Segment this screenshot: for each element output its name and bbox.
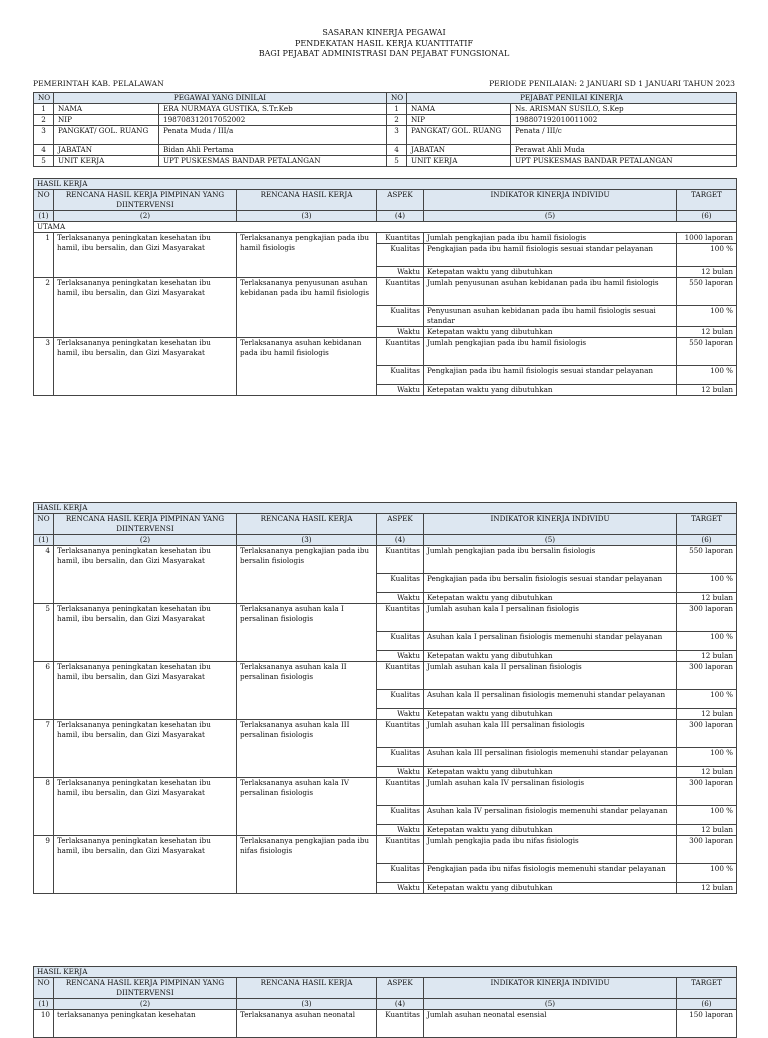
target: 300 laporan — [677, 778, 737, 806]
aspek: Waktu — [377, 267, 424, 278]
rencana-pimpinan: Terlaksananya peningkatan kesehatan ibu hamil, ibu bersalin, dan Gizi Masyarakat — [54, 836, 237, 894]
target: 12 bulan — [677, 767, 737, 778]
rencana-pimpinan: Terlaksananya peningkatan kesehatan ibu hamil, ibu bersalin, dan Gizi Masyarakat — [54, 233, 237, 278]
column-header-row — [34, 978, 737, 999]
column-header: INDIKATOR KINERJA INDIVIDU — [424, 514, 677, 535]
id-row-no: 1 — [34, 104, 54, 115]
column-number: (4) — [377, 211, 424, 222]
indikator: Pengkajian pada ibu bersalin fisiologis sesuai standar pelayanan — [424, 574, 677, 593]
indikator: Jumlah asuhan kala I persalinan fisiologis — [424, 604, 677, 632]
column-number: (2) — [54, 999, 237, 1010]
indikator: Ketepatan waktu yang dibutuhkan — [424, 883, 677, 894]
target: 12 bulan — [677, 385, 737, 396]
hasil-kerja-table-2 — [33, 502, 737, 894]
item-no: 4 — [34, 546, 54, 604]
indikator: Ketepatan waktu yang dibutuhkan — [424, 825, 677, 836]
column-header: TARGET — [677, 514, 737, 535]
column-number-row — [34, 211, 737, 222]
aspek: Kualitas — [377, 690, 424, 709]
column-header: INDIKATOR KINERJA INDIVIDU — [424, 978, 677, 999]
indikator: Ketepatan waktu yang dibutuhkan — [424, 709, 677, 720]
pegawai-value: Penata Muda / III/a — [159, 126, 387, 145]
table-row — [34, 778, 737, 806]
item-no: 8 — [34, 778, 54, 836]
indikator: Ketepatan waktu yang dibutuhkan — [424, 651, 677, 662]
aspek: Kuantitas — [377, 604, 424, 632]
column-header-row — [34, 190, 737, 211]
target: 300 laporan — [677, 662, 737, 690]
rencana-pimpinan: terlaksananya peningkatan kesehatan — [54, 1010, 237, 1038]
aspek: Kuantitas — [377, 836, 424, 864]
target: 12 bulan — [677, 709, 737, 720]
target: 1000 laporan — [677, 233, 737, 244]
aspek: Kualitas — [377, 306, 424, 327]
id-row-label-right: NAMA — [407, 104, 511, 115]
title-line-1: SASARAN KINERJA PEGAWAI — [322, 28, 446, 37]
rencana-pimpinan: Terlaksananya peningkatan kesehatan ibu hamil, ibu bersalin, dan Gizi Masyarakat — [54, 546, 237, 604]
hasil-kerja-label: HASIL KERJA — [34, 503, 737, 514]
aspek: Waktu — [377, 825, 424, 836]
indikator: Jumlah penyusunan asuhan kebidanan pada ibu hamil fisiologis — [424, 278, 677, 306]
table-row — [34, 278, 737, 306]
column-number: (5) — [424, 535, 677, 546]
rencana-hasil-kerja: Terlaksananya pengkajian pada ibu hamil fisiologis — [237, 233, 377, 278]
rencana-hasil-kerja: Terlaksananya asuhan kala III persalinan fisiologis — [237, 720, 377, 778]
indikator: Jumlah asuhan neonatal esensial — [424, 1010, 677, 1038]
hasil-kerja-label-row — [34, 967, 737, 978]
identity-row — [34, 145, 737, 156]
target: 12 bulan — [677, 883, 737, 894]
indikator: Ketepatan waktu yang dibutuhkan — [424, 385, 677, 396]
column-header: ASPEK — [377, 514, 424, 535]
column-number: (1) — [34, 535, 54, 546]
target: 550 laporan — [677, 338, 737, 366]
column-header: RENCANA HASIL KERJA PIMPINAN YANG DIINTERVENSI — [54, 190, 237, 211]
column-header-row — [34, 514, 737, 535]
penilai-value: Penata / III/c — [511, 126, 737, 145]
table-row — [34, 233, 737, 244]
column-header: RENCANA HASIL KERJA — [237, 190, 377, 211]
column-number-row — [34, 999, 737, 1010]
indikator: Ketepatan waktu yang dibutuhkan — [424, 767, 677, 778]
id-row-label-right: PANGKAT/ GOL. RUANG — [407, 126, 511, 145]
penilai-header: PEJABAT PENILAI KINERJA — [407, 93, 737, 104]
item-no: 2 — [34, 278, 54, 338]
target: 12 bulan — [677, 651, 737, 662]
table-row — [34, 546, 737, 574]
column-header: NO — [34, 190, 54, 211]
aspek: Waktu — [377, 385, 424, 396]
identity-body — [34, 104, 737, 167]
indikator: Jumlah asuhan kala III persalinan fisiologis — [424, 720, 677, 748]
column-number: (6) — [677, 535, 737, 546]
target: 150 laporan — [677, 1010, 737, 1038]
penilai-value: Perawat Ahli Muda — [511, 145, 737, 156]
id-row-label: NAMA — [54, 104, 159, 115]
id-row-label-right: JABATAN — [407, 145, 511, 156]
item-no: 3 — [34, 338, 54, 396]
id-row-label: NIP — [54, 115, 159, 126]
indikator: Ketepatan waktu yang dibutuhkan — [424, 593, 677, 604]
indikator: Asuhan kala IV persalinan fisiologis memenuhi standar pelayanan — [424, 806, 677, 825]
indikator: Asuhan kala II persalinan fisiologis memenuhi standar pelayanan — [424, 690, 677, 709]
indikator: Pengkajian pada ibu hamil fisiologis sesuai standar pelayanan — [424, 366, 677, 385]
column-number-row — [34, 535, 737, 546]
id-row-no-right: 4 — [387, 145, 407, 156]
aspek: Kuantitas — [377, 546, 424, 574]
indikator: Ketepatan waktu yang dibutuhkan — [424, 267, 677, 278]
target: 12 bulan — [677, 593, 737, 604]
target: 100 % — [677, 244, 737, 267]
hasil-kerja-table-1 — [33, 178, 737, 396]
hasil-kerja-table-3 — [33, 966, 737, 1038]
id-row-label: PANGKAT/ GOL. RUANG — [54, 126, 159, 145]
target: 300 laporan — [677, 604, 737, 632]
rencana-pimpinan: Terlaksananya peningkatan kesehatan ibu hamil, ibu bersalin, dan Gizi Masyarakat — [54, 720, 237, 778]
column-header: RENCANA HASIL KERJA — [237, 514, 377, 535]
column-number: (6) — [677, 211, 737, 222]
identity-row — [34, 156, 737, 167]
rencana-hasil-kerja: Terlaksananya asuhan kala IV persalinan fisiologis — [237, 778, 377, 836]
column-header: ASPEK — [377, 978, 424, 999]
id-row-no-right: 3 — [387, 126, 407, 145]
target: 550 laporan — [677, 278, 737, 306]
aspek: Kuantitas — [377, 720, 424, 748]
id-row-label-right: NIP — [407, 115, 511, 126]
aspek: Kualitas — [377, 574, 424, 593]
column-header: ASPEK — [377, 190, 424, 211]
aspek: Waktu — [377, 883, 424, 894]
id-row-no-right: 5 — [387, 156, 407, 167]
pegawai-value: UPT PUSKESMAS BANDAR PETALANGAN — [159, 156, 387, 167]
pegawai-value: Bidan Ahli Pertama — [159, 145, 387, 156]
id-no-header-right: NO — [387, 93, 407, 104]
column-number: (3) — [237, 211, 377, 222]
identity-table — [33, 92, 737, 167]
indikator: Jumlah pengkajian pada ibu bersalin fisiologis — [424, 546, 677, 574]
rencana-hasil-kerja: Terlaksananya asuhan kebidanan pada ibu hamil fisiologis — [237, 338, 377, 396]
aspek: Kuantitas — [377, 1010, 424, 1038]
column-header: TARGET — [677, 190, 737, 211]
aspek: Kuantitas — [377, 233, 424, 244]
pegawai-header: PEGAWAI YANG DINILAI — [54, 93, 387, 104]
aspek: Kualitas — [377, 806, 424, 825]
indikator: Jumlah asuhan kala II persalinan fisiologis — [424, 662, 677, 690]
id-row-no: 5 — [34, 156, 54, 167]
item-no: 1 — [34, 233, 54, 278]
target: 100 % — [677, 574, 737, 593]
target: 300 laporan — [677, 720, 737, 748]
rencana-pimpinan: Terlaksananya peningkatan kesehatan ibu hamil, ibu bersalin, dan Gizi Masyarakat — [54, 604, 237, 662]
aspek: Kuantitas — [377, 278, 424, 306]
aspek: Kualitas — [377, 864, 424, 883]
title-line-2: PENDEKATAN HASIL KERJA KUANTITATIF — [294, 38, 474, 48]
column-number: (1) — [34, 211, 54, 222]
column-header: TARGET — [677, 978, 737, 999]
target: 12 bulan — [677, 825, 737, 836]
indikator: Penyusunan asuhan kebidanan pada ibu hamil fisiologis sesuai standar — [424, 306, 677, 327]
column-number: (4) — [377, 999, 424, 1010]
item-no: 5 — [34, 604, 54, 662]
item-no: 6 — [34, 662, 54, 720]
target: 12 bulan — [677, 327, 737, 338]
table-row — [34, 662, 737, 690]
table-row — [34, 604, 737, 632]
indikator: Pengkajian pada ibu nifas fisiologis memenuhi standar pelayanan — [424, 864, 677, 883]
table-row — [34, 836, 737, 864]
indikator: Pengkajian pada ibu hamil fisiologis sesuai standar pelayanan — [424, 244, 677, 267]
id-row-no: 4 — [34, 145, 54, 156]
item-no: 10 — [34, 1010, 54, 1038]
indikator: Asuhan kala I persalinan fisiologis memenuhi standar pelayanan — [424, 632, 677, 651]
target: 100 % — [677, 806, 737, 825]
column-number: (4) — [377, 535, 424, 546]
target: 300 laporan — [677, 836, 737, 864]
rencana-hasil-kerja: Terlaksananya asuhan neonatal — [237, 1010, 377, 1038]
title-line-3: BAGI PEJABAT ADMINISTRASI DAN PEJABAT FUNGSIONAL — [258, 49, 510, 58]
aspek: Kuantitas — [377, 338, 424, 366]
column-header: RENCANA HASIL KERJA PIMPINAN YANG DIINTERVENSI — [54, 978, 237, 999]
item-no: 9 — [34, 836, 54, 894]
table-row — [34, 338, 737, 366]
aspek: Kuantitas — [377, 662, 424, 690]
id-no-header: NO — [34, 93, 54, 104]
id-row-no: 2 — [34, 115, 54, 126]
pegawai-value: ERA NURMAYA GUSTIKA, S.Tr.Keb — [159, 104, 387, 115]
id-row-label-right: UNIT KERJA — [407, 156, 511, 167]
id-row-label: JABATAN — [54, 145, 159, 156]
target: 100 % — [677, 864, 737, 883]
target: 100 % — [677, 306, 737, 327]
aspek: Waktu — [377, 327, 424, 338]
column-number: (5) — [424, 211, 677, 222]
penilai-value: UPT PUSKESMAS BANDAR PETALANGAN — [511, 156, 737, 167]
column-number: (2) — [54, 211, 237, 222]
target: 100 % — [677, 690, 737, 709]
id-row-label: UNIT KERJA — [54, 156, 159, 167]
aspek: Kualitas — [377, 244, 424, 267]
identity-row — [34, 115, 737, 126]
organization-label: PEMERINTAH KAB. PELALAWAN — [33, 79, 164, 88]
target: 100 % — [677, 632, 737, 651]
rencana-hasil-kerja: Terlaksananya asuhan kala II persalinan fisiologis — [237, 662, 377, 720]
hasil-kerja-label: HASIL KERJA — [34, 179, 737, 190]
rencana-hasil-kerja: Terlaksananya pengkajian pada ibu bersalin fisiologis — [237, 546, 377, 604]
hasil-kerja-label: HASIL KERJA — [34, 967, 737, 978]
aspek: Kualitas — [377, 632, 424, 651]
target: 550 laporan — [677, 546, 737, 574]
column-number: (5) — [424, 999, 677, 1010]
table-row — [34, 720, 737, 748]
column-number: (3) — [237, 535, 377, 546]
indikator: Ketepatan waktu yang dibutuhkan — [424, 327, 677, 338]
rencana-pimpinan: Terlaksananya peningkatan kesehatan ibu hamil, ibu bersalin, dan Gizi Masyarakat — [54, 278, 237, 338]
id-row-no-right: 1 — [387, 104, 407, 115]
rencana-pimpinan: Terlaksananya peningkatan kesehatan ibu hamil, ibu bersalin, dan Gizi Masyarakat — [54, 662, 237, 720]
target: 100 % — [677, 366, 737, 385]
column-header: NO — [34, 514, 54, 535]
pegawai-value: 198708312017052002 — [159, 115, 387, 126]
indikator: Asuhan kala III persalinan fisiologis memenuhi standar pelayanan — [424, 748, 677, 767]
hasil-kerja-label-row — [34, 179, 737, 190]
target: 100 % — [677, 748, 737, 767]
penilai-value: Ns. ARISMAN SUSILO, S.Kep — [511, 104, 737, 115]
period-label: PERIODE PENILAIAN: 2 JANUARI SD 1 JANUARI TAHUN 2023 — [489, 79, 735, 88]
target: 12 bulan — [677, 267, 737, 278]
aspek: Waktu — [377, 709, 424, 720]
document-title — [0, 28, 768, 60]
identity-row — [34, 104, 737, 115]
aspek: Waktu — [377, 651, 424, 662]
rencana-hasil-kerja: Terlaksananya penyusunan asuhan kebidanan pada ibu hamil fisiologis — [237, 278, 377, 338]
utama-label: UTAMA — [34, 222, 737, 233]
rencana-pimpinan: Terlaksananya peningkatan kesehatan ibu hamil, ibu bersalin, dan Gizi Masyarakat — [54, 778, 237, 836]
column-number: (6) — [677, 999, 737, 1010]
aspek: Kualitas — [377, 748, 424, 767]
aspek: Waktu — [377, 767, 424, 778]
rencana-hasil-kerja: Terlaksananya pengkajian pada ibu nifas fisiologis — [237, 836, 377, 894]
indikator: Jumlah pengkajian pada ibu hamil fisiologis — [424, 233, 677, 244]
identity-row — [34, 126, 737, 145]
penilai-value: 198807192010011002 — [511, 115, 737, 126]
aspek: Kualitas — [377, 366, 424, 385]
column-header: NO — [34, 978, 54, 999]
column-number: (1) — [34, 999, 54, 1010]
indikator: Jumlah pengkajia pada ibu nifas fisiologis — [424, 836, 677, 864]
column-header: RENCANA HASIL KERJA PIMPINAN YANG DIINTERVENSI — [54, 514, 237, 535]
indikator: Jumlah asuhan kala IV persalinan fisiologis — [424, 778, 677, 806]
id-row-no-right: 2 — [387, 115, 407, 126]
column-number: (3) — [237, 999, 377, 1010]
indikator: Jumlah pengkajian pada ibu hamil fisiologis — [424, 338, 677, 366]
item-no: 7 — [34, 720, 54, 778]
aspek: Kuantitas — [377, 778, 424, 806]
hasil-kerja-label-row — [34, 503, 737, 514]
column-header: RENCANA HASIL KERJA — [237, 978, 377, 999]
rencana-pimpinan: Terlaksananya peningkatan kesehatan ibu hamil, ibu bersalin, dan Gizi Masyarakat — [54, 338, 237, 396]
column-header: INDIKATOR KINERJA INDIVIDU — [424, 190, 677, 211]
rencana-hasil-kerja: Terlaksananya asuhan kala I persalinan fisiologis — [237, 604, 377, 662]
aspek: Waktu — [377, 593, 424, 604]
utama-row — [34, 222, 737, 233]
id-row-no: 3 — [34, 126, 54, 145]
column-number: (2) — [54, 535, 237, 546]
